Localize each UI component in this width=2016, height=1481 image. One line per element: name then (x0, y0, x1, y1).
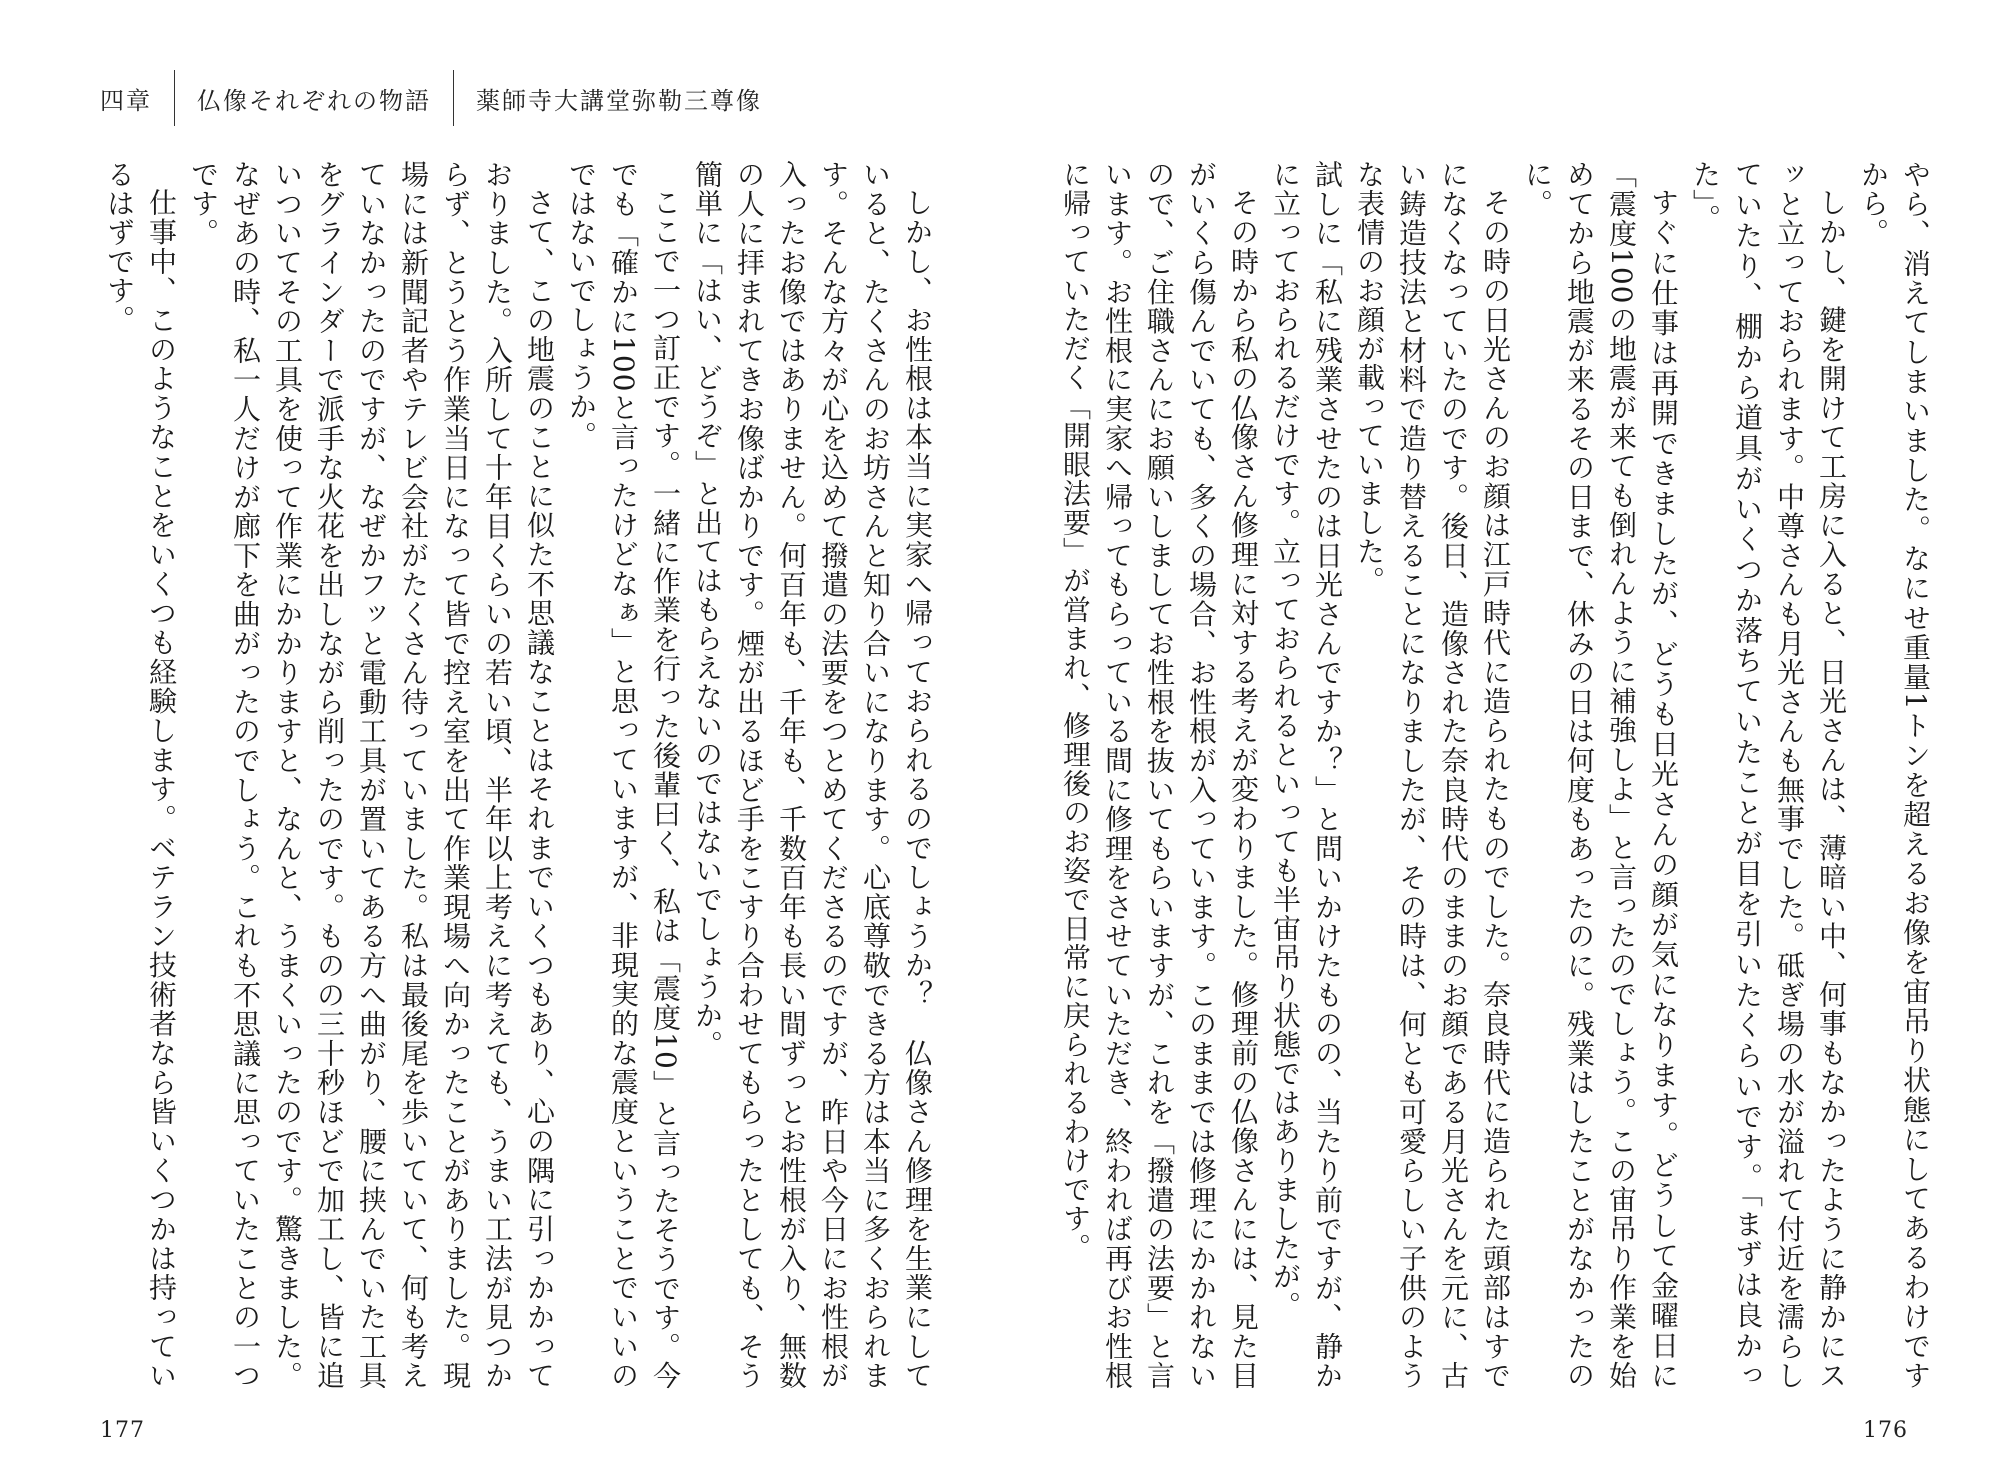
running-head (100, 70, 784, 126)
paragraph: さて、この地震のことに似た不思議なことはそれまでいくつもあり、心の隅に引っかかっておりました。入所して十年目くらいの若い頃、半年以上考えに考えても、うまい工法が見つからず、とうとう作業当日になって皆で控え室を出て作業現場へ向かったことがありました。現場には新聞記者やテレビ会社がたくさん待っていました。私は最後尾を歩いていて、何も考えていなかったのですが、なぜかフッと電動工具が置いてある方へ曲がり、腰に挟んでいた工具をグラインダーで派手な火花を出しながら削ったのです。ものの三十秒ほどで加工し、皆に追いついてその工具を使って作業にかかりますと、なんと、うまくいったのです。驚きました。なぜあの時、私一人だけが廊下を曲がったのでしょう。これも不思議に思っていたことの一つです。 (187, 160, 556, 1391)
paragraph: 試しに「私に残業させたのは日光さんですか？」と問いかけたものの、当たり前ですが、静かに立っておられるだけです。立っておられるといっても半宙吊り状態ではありましたが。 (1269, 160, 1344, 1390)
paragraph: 仕事中、このようなことをいくつも経験します。ベテラン技術者なら皆いくつかは持っているはずです。 (103, 160, 178, 1390)
subsection-title: 薬師寺大講堂弥勒三尊像 (476, 86, 762, 115)
page-gutter (1008, 0, 1009, 1481)
paragraph: ここで一つ訂正です。一緒に作業を行った後輩曰く、私は「震度10」と言ったそうです。今でも「確かに100と言ったけどなぁ」と思っていますが、非現実的な震度ということでいいのではないでしょうか。 (565, 160, 682, 1390)
right-page-body (1059, 160, 1936, 1391)
section-title: 仏像それぞれの物語 (197, 86, 431, 115)
chapter-label: 四章 (100, 86, 152, 115)
page-number-right: 176 (1863, 1418, 1908, 1443)
page-number-left: 177 (100, 1418, 145, 1443)
paragraph: しかし、鍵を開けて工房に入ると、日光さんは、薄暗い中、何事もなかったように静かにスッと立っておられます。中尊さんも月光さんも無事でした。砥ぎ場の水が溢れて付近を濡らしていたり、棚から道具がいくつか落ちていたことが目を引いたくらいです。「まずは良かった」。 (1689, 160, 1848, 1390)
paragraph: その時の日光さんのお顔は江戸時代に造られたものでした。奈良時代に造られた頭部はすでになくなっていたのです。後日、造像された奈良時代のままのお顔である月光さんを元に、古い鋳造技法と材料で造り替えることになりましたが、その時は、何とも可愛らしい子供のような表情のお顔が載っていました。 (1353, 160, 1512, 1391)
paragraph: しかし、お性根は本当に実家へ帰っておられるのでしょうか？ 仏像さん修理を生業にしていると、たくさんのお坊さんと知り合いになります。心底尊敬できる方は本当に多くおられます。そんな方々が心を込めて撥遣の法要をつとめてくださるのですが、昨日や今日にお性根が入ったお像ではありません。何百年も、千年も、千数百年も長い間ずっとお性根が入り、無数の人に拝まれてきお像ばかりです。煙が出るほど手をこすり合わせてもらったとしても、そう簡単に「はい、どうぞ」と出てはもらえないのではないでしょうか。 (691, 160, 934, 1391)
paragraph: すぐに仕事は再開できましたが、どうも日光さんの顔が気になります。どうして金曜日に「震度100の地震が来ても倒れんように補強しよ」と言ったのでしょう。この宙吊り作業を始めてから地震が来るその日まで、休みの日は何度もあったのに。残業はしたことがなかったのに。 (1521, 160, 1680, 1390)
paragraph: その時から私の仏像さん修理に対する考えが変わりました。修理前の仏像さんには、見た目がいくら傷んでいても、多くの場合、お性根が入っています。このままでは修理にかかれないので、ご住職さんにお願いしましてお性根を抜いてもらいますが、これを「撥遣の法要」と言います。お性根に実家へ帰ってもらっている間に修理をさせていただき、終われば再びお性根に帰っていただく「開眼法要」が営まれ、修理後のお姿で日常に戻られるわけです。 (1059, 160, 1260, 1390)
left-page-body (96, 160, 938, 1390)
paragraph: やら、消えてしまいました。なにせ重量1トンを超えるお像を宙吊り状態にしてあるわけですから。 (1857, 160, 1932, 1390)
